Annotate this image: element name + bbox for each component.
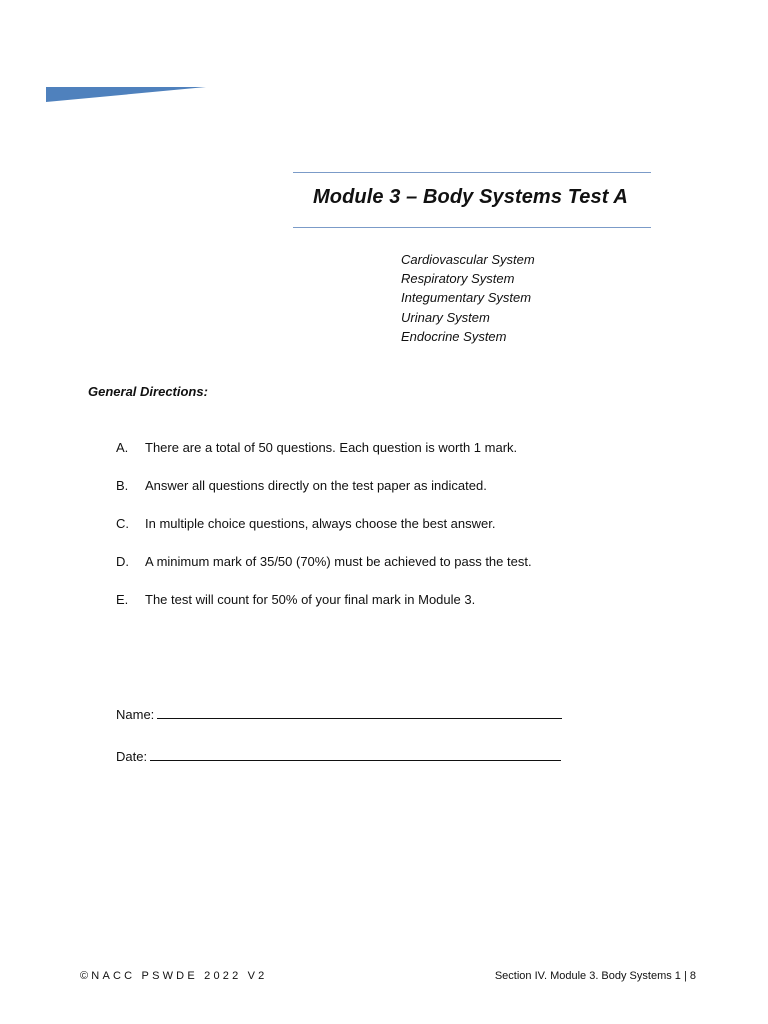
date-label: Date: [116,749,148,764]
system-item: Urinary System [401,309,490,325]
direction-item [116,592,532,630]
direction-item [116,554,532,592]
direction-letter: B. [116,478,129,493]
title-bottom-rule [293,227,651,228]
system-item: Endocrine System [401,328,507,344]
direction-letter: E. [116,592,129,607]
direction-text: Answer all questions directly on the test paper as indicated. [145,478,487,493]
direction-letter: C. [116,516,129,531]
system-item: Respiratory System [401,271,515,287]
date-blank-line[interactable] [150,749,561,761]
direction-letter: A. [116,440,129,455]
title-top-rule [293,172,651,173]
name-label: Name: [116,707,155,722]
direction-text: The test will count for 50% of your final mark in Module 3. [145,592,476,607]
footer-page-info: Section IV. Module 3. Body Systems 1 | 8 [494,970,696,982]
system-item: Integumentary System [401,290,532,306]
body-systems-list [401,250,535,346]
direction-text: There are a total of 50 questions. Each question is worth 1 mark. [145,440,518,455]
direction-item [116,478,532,516]
direction-text: A minimum mark of 35/50 (70%) must be achieved to pass the test. [145,554,532,569]
directions-heading: General Directions: [88,384,208,399]
direction-item [116,516,532,554]
direction-item [116,440,532,478]
direction-text: In multiple choice questions, always choose the best answer. [145,516,496,531]
direction-letter: D. [116,554,129,569]
system-item: Cardiovascular System [401,252,535,267]
footer-copyright: ©NACC PSWDE 2022 V2 [80,970,268,982]
date-field [116,749,561,764]
name-field [116,707,562,722]
directions-list [116,440,532,630]
header-accent-wedge [46,87,206,102]
document-title: Module 3 – Body Systems Test A [313,186,628,208]
name-blank-line[interactable] [157,707,562,719]
